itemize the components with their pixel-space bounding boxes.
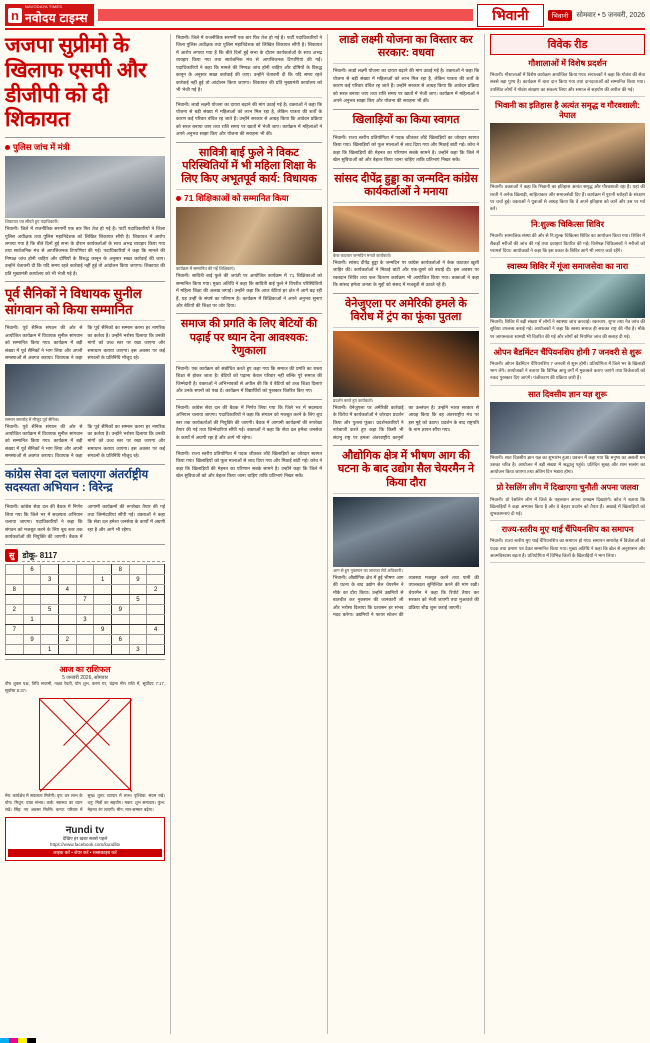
story-title-hooda: सांसद दीपेंद्र हुड्डा का जन्मदिन कांग्रेस कार्यकर्ताओं ने मनाया — [334, 172, 478, 198]
sudoku-cell[interactable] — [23, 585, 41, 595]
sudoku-row — [6, 645, 165, 655]
promo-line-1: देखिए हर खबर सबसे पहले — [62, 836, 108, 842]
sudoku-row — [6, 625, 165, 635]
sudoku-cell[interactable] — [41, 625, 59, 635]
sudoku-cell[interactable] — [94, 615, 112, 625]
story-title-savitri: सावित्री बाई फुले ने विकट परिस्थितियों में भी महिला शिक्षा के लिए किए अभूतपूर्व कार्य: विधायक — [181, 146, 317, 186]
rail-item-title: राज्य-स्तरीय मुए थाई चैंपियनशिप का समापन — [501, 525, 634, 535]
sudoku-badge: सु — [5, 549, 18, 562]
logo-mark-icon: n — [8, 8, 22, 23]
sudoku-row — [6, 575, 165, 585]
promo-cta[interactable]: लाइक करें • शेयर करें • सब्सक्राइब करें — [8, 849, 162, 857]
color-swatch — [0, 1038, 9, 1043]
story-body-ex-servicemen-cont: भिवानी। पूर्व सैनिक संगठन की ओर से आयोजित कार्यक्रम में विधायक सुनील सांगवान को सम्मानित किया गया। कार्यक्रम में बड़ी संख्या में पूर्व सैनिकों ने भाग लिया और अपनी समस्याओं से अवगत कराया। विधायक ने कहा कि पूर्व सैनिकों का सम्मान करना हर नागरिक का कर्तव्य है। उन्होंने भरोसा दिलाया कि उनकी मांगों को उच्च स्तर पर रखा जाएगा और समाधान कराया जाएगा। इस अवसर पर कई संगठनों के प्रतिनिधि मौजूद रहे। — [5, 423, 165, 459]
sudoku-cell[interactable] — [147, 605, 165, 615]
story-caption-hooda: केक काटकर जन्मदिन मनाते कार्यकर्ता। — [333, 252, 392, 258]
story-photo-savitri — [176, 207, 322, 265]
sudoku-cell[interactable] — [23, 595, 41, 605]
lead-body: भिवानी। जिले में राजनीतिक सरगर्मी एक बार फिर तेज हो गई है। पार्टी पदाधिकारियों ने जिला पुलिस अधीक्षक तथा पुलिस महानिदेशक को लिखित शिकायत सौंपी है। शिकायत में आरोप लगाया गया है कि बीते दिनों हुई सभा के दौरान कार्यकर्ताओं के साथ अभद्र व्यवहार किया गया तथा सार्वजनिक मंच से आपत्तिजनक टिप्पणियां की गईं। पदाधिकारियों ने कहा कि मामले की निष्पक्ष जांच होनी चाहिए और दोषियों के विरुद्ध कानून के अनुसार सख्त कार्रवाई की जाए। उन्होंने चेतावनी दी कि यदि समय रहते कार्रवाई नहीं हुई तो आंदोलन किया जाएगा। शिकायत की प्रति मुख्यमंत्री कार्यालय को भी भेजी गई है। — [5, 226, 165, 276]
story-title-laado: लाडो लक्ष्मी योजना का विस्तार कर सरकार: वधवा — [339, 34, 473, 60]
story-title-khiladi: खिलाड़ियों का किया स्वागत — [352, 113, 460, 126]
horoscope-title: आज का राशिफल — [59, 665, 111, 675]
sudoku-cell[interactable] — [94, 565, 112, 575]
sudoku-cell[interactable] — [41, 635, 59, 645]
sudoku-cell[interactable]: 7 — [6, 625, 24, 635]
sudoku-body — [6, 565, 165, 655]
story-caption-fire: आग से हुए नुकसान का जायजा लेते अधिकारी। — [333, 567, 403, 573]
rail-divider — [490, 215, 645, 216]
story-body-ex-servicemen: भिवानी। पूर्व सैनिक संगठन की ओर से आयोजित कार्यक्रम में विधायक सुनील सांगवान को सम्मानित किया गया। कार्यक्रम में बड़ी संख्या में पूर्व सैनिकों ने भाग लिया और अपनी समस्याओं से अवगत कराया। विधायक ने कहा कि पूर्व सैनिकों का सम्मान करना हर नागरिक का कर्तव्य है। उन्होंने भरोसा दिलाया कि उनकी मांगों को उच्च स्तर पर रखा जाएगा और समाधान कराया जाएगा। इस अवसर पर कई संगठनों के प्रतिनिधि मौजूद रहे। — [5, 325, 165, 361]
sudoku-cell[interactable]: 9 — [94, 625, 112, 635]
rail-item-body: भिवानी। वक्ताओं ने कहा कि भिवानी का इतिहास अत्यंत समृद्ध और गौरवशाली रहा है। यहां की धरती ने अनेक खिलाड़ी, साहित्यकार और समाजसेवी दिए हैं। कार्यक्रम में पुरानी धरोहरों के संरक्षण पर चर्चा हुई। वक्ताओं ने युवाओं से आग्रह किया कि वे अपने इतिहास को जानें और उस पर गर्व करें। — [490, 184, 645, 211]
sudoku-cell[interactable]: 2 — [58, 635, 76, 645]
sudoku-label: डोकू- 8117 — [22, 550, 165, 562]
story-title-venezuela: वेनेजुएला पर अमेरिकी हमले के विरोध में ट्रंप का फूंका पुतला — [345, 297, 467, 323]
sudoku-cell[interactable] — [94, 605, 112, 615]
color-swatch — [27, 1038, 36, 1043]
sudoku-cell[interactable]: 5 — [129, 595, 147, 605]
sudoku-cell[interactable]: 1 — [94, 575, 112, 585]
rail-item-title: स्वास्थ्य शिविर में गूंजा समाजसेवा का नारा — [506, 261, 629, 271]
sudoku-cell[interactable] — [111, 585, 129, 595]
sudoku-cell[interactable] — [6, 645, 24, 655]
horoscope-date: 5 जनवरी 2026, सोमवार — [62, 675, 108, 682]
rail-section-title: विवेक रीड — [490, 34, 645, 55]
rail-divider — [490, 343, 645, 344]
rail-item-title: सात दिवसीय ज्ञान यज्ञ शुरू — [528, 389, 607, 399]
sudoku-cell[interactable] — [76, 645, 94, 655]
sudoku-cell[interactable]: 6 — [23, 565, 41, 575]
sudoku-cell[interactable]: 4 — [147, 625, 165, 635]
story-body-khiladi: भिवानी। राज्य स्तरीय प्रतियोगिता में पदक जीतकर लौटे खिलाड़ियों का जोरदार स्वागत किया गया। खिलाड़ियों को फूल मालाओं से लाद दिया गया और मिठाई बांटी गई। कोच ने कहा कि खिलाड़ियों की मेहनत का परिणाम सबके सामने है। उन्होंने कहा कि जिले में खेल सुविधाओं को और बेहतर किया जाना चाहिए ताकि प्रतिभाएं निखर सकें। — [333, 134, 479, 163]
sudoku-cell[interactable] — [23, 645, 41, 655]
story-body-congress-seva: भिवानी। कांग्रेस सेवा दल की बैठक में निर्णय लिया गया कि जिले भर में सदस्यता अभियान चलाया जाएगा। पदाधिकारियों ने कहा कि संगठन को मजबूत करने के लिए बूथ स्तर तक कार्यकर्ताओं की नियुक्ति की जाएगी। बैठक में आगामी कार्यक्रमों की रूपरेखा तैयार की गई तथा जिम्मेदारियां सौंपी गईं। वक्ताओं ने कहा कि सेवा दल हमेशा जनसेवा के कार्यों में अग्रणी रहा है और आगे भी रहेगा। — [5, 504, 165, 540]
promo-logo-mark: न — [65, 825, 72, 837]
sudoku-cell[interactable] — [41, 565, 59, 575]
column-three — [327, 34, 479, 1034]
sudoku-cell[interactable] — [76, 565, 94, 575]
rail-item — [490, 483, 645, 521]
lead-body-col2: भिवानी। जिले में राजनीतिक सरगर्मी एक बार फिर तेज हो गई है। पार्टी पदाधिकारियों ने जिला पुलिस अधीक्षक तथा पुलिस महानिदेशक को लिखित शिकायत सौंपी है। शिकायत में आरोप लगाया गया है कि बीते दिनों हुई सभा के दौरान कार्यकर्ताओं के साथ अभद्र व्यवहार किया गया तथा सार्वजनिक मंच से आपत्तिजनक टिप्पणियां की गईं। पदाधिकारियों ने कहा कि मामले की निष्पक्ष जांच होनी चाहिए और दोषियों के विरुद्ध कानून के अनुसार सख्त कार्रवाई की जाए। उन्होंने चेतावनी दी कि यदि समय रहते कार्रवाई नहीं हुई तो आंदोलन किया जाएगा। शिकायत की प्रति मुख्यमंत्री कार्यालय को भी भेजी गई है। — [176, 35, 322, 93]
sudoku-cell[interactable]: 9 — [23, 635, 41, 645]
rail-item-title: नि:शुल्क चिकित्सा शिविर — [531, 220, 604, 230]
rail-divider — [490, 385, 645, 386]
sudoku-cell[interactable] — [94, 585, 112, 595]
sudoku-cell[interactable] — [41, 585, 59, 595]
sudoku-cell[interactable] — [76, 575, 94, 585]
sudoku-cell[interactable] — [129, 565, 147, 575]
rail-item-photo — [490, 274, 645, 318]
edition-pill: भिवानी — [548, 10, 573, 21]
sudoku-cell[interactable] — [147, 645, 165, 655]
right-rail — [484, 34, 645, 1034]
rail-item — [490, 262, 645, 344]
sudoku-row — [6, 635, 165, 645]
lead-photo-caption: शिकायत पत्र सौंपते हुए पदाधिकारी। — [5, 219, 59, 225]
sudoku-cell[interactable] — [23, 625, 41, 635]
story-body-savitri: भिवानी। सावित्री बाई फुले की जयंती पर आयोजित कार्यक्रम में 71 शिक्षिकाओं को सम्मानित किया गया। मुख्य अतिथि ने कहा कि सावित्री बाई फुले ने विपरीत परिस्थितियों में महिला शिक्षा की अलख जगाई। उन्होंने कहा कि आज बेटियां हर क्षेत्र में आगे बढ़ रही हैं, यह उन्हीं के संघर्ष का परिणाम है। कार्यक्रम में शिक्षिकाओं ने अपने अनुभव सुनाए और बेटियों की शिक्षा पर जोर दिया। — [176, 273, 322, 308]
sudoku-cell[interactable]: 5 — [41, 605, 59, 615]
rail-item-body: भिवानी। सात दिवसीय ज्ञान यज्ञ का शुभारंभ हुआ। प्रवचन में कहा गया कि मनुष्य का असली धन उसका चरित्र है। आयोजन में बड़ी संख्या में श्रद्धालु पहुंचे। प्रतिदिन सुबह और शाम सत्संग का आयोजन किया जाएगा तथा अंतिम दिन भंडारा होगा। — [490, 454, 645, 475]
rail-divider — [490, 562, 645, 563]
sudoku-cell[interactable]: 2 — [6, 605, 24, 615]
rail-divider — [490, 478, 645, 479]
story-body-fire: भिवानी। औद्योगिक क्षेत्र में हुई भीषण आग की घटना के बाद उद्योग सैल चेयरमैन ने मौके का दौरा किया। उन्होंने उद्यमियों से बातचीत कर नुकसान की जानकारी ली और भरोसा दिलाया कि प्रशासन हर संभव मदद करेगा। उद्यमियों ने फायर स्टेशन की व्यवस्था मजबूत करने तथा पानी की उपलब्धता सुनिश्चित करने की मांग रखी। चेयरमैन ने कहा कि रिपोर्ट तैयार कर सरकार को भेजी जाएगी तथा मुआवजे की प्रक्रिया शीघ्र शुरू कराई जाएगी। — [333, 574, 479, 617]
masthead — [5, 4, 645, 30]
rail-item-body: भिवानी। राज्य स्तरीय मुए थाई चैंपियनशिप का समापन हो गया। समापन समारोह में विजेताओं को पदक तथा प्रमाण पत्र देकर सम्मानित किया गया। मुख्य अतिथि ने कहा कि खेल से अनुशासन और आत्मविश्वास बढ़ता है। प्रतियोगिता में विभिन्न जिलों के खिलाड़ियों ने भाग लिया। — [490, 538, 645, 558]
sudoku-cell[interactable] — [129, 585, 147, 595]
filler-body-col2: भिवानी। राज्य स्तरीय प्रतियोगिता में पदक जीतकर लौटे खिलाड़ियों का जोरदार स्वागत किया गया। खिलाड़ियों को फूल मालाओं से लाद दिया गया और मिठाई बांटी गई। कोच ने कहा कि खिलाड़ियों की मेहनत का परिणाम सबके सामने है। उन्होंने कहा कि जिले में खेल सुविधाओं को और बेहतर किया जाना चाहिए ताकि प्रतिभाएं निखर सकें। — [176, 450, 322, 479]
rail-item-title: प्रो रेसलिंग लीग में दिखाएगा चुनौती अपना जलवा — [496, 483, 639, 493]
rail-item-title: भिवानी का इतिहास है अत्यंत समृद्ध व गौरवशाली: नेपाल — [495, 100, 640, 121]
sudoku-cell[interactable]: 8 — [6, 585, 24, 595]
masthead-dateline — [548, 10, 645, 21]
sudoku-cell[interactable]: 1 — [23, 615, 41, 625]
sudoku-cell[interactable] — [147, 635, 165, 645]
sudoku-cell[interactable] — [111, 645, 129, 655]
horoscope-panchang: पौष शुक्ल पक्ष, तिथि सप्तमी, नक्षत्र रेवती, योग शुभ, करण गर, चंद्रमा मीन राशि में, सूर्योदय 7:17, सूर्यास्त 5:37। — [5, 681, 165, 694]
sudoku-cell[interactable] — [76, 605, 94, 615]
sudoku-cell[interactable] — [58, 625, 76, 635]
sudoku-cell[interactable] — [58, 615, 76, 625]
sudoku-cell[interactable] — [94, 595, 112, 605]
sudoku-cell[interactable] — [76, 625, 94, 635]
story-body-hooda: भिवानी। सांसद दीपेंद्र हुड्डा के जन्मदिन पर कांग्रेस कार्यकर्ताओं ने केक काटकर खुशी जाहिर की। कार्यकर्ताओं ने मिठाई बांटी और एक-दूसरे को बधाई दी। इस अवसर पर रक्तदान शिविर तथा फल वितरण कार्यक्रम भी आयोजित किया गया। वक्ताओं ने कहा कि सांसद हमेशा जनता के मुद्दों को संसद में मजबूती से उठाते रहे हैं। — [333, 259, 479, 288]
sudoku-header — [5, 549, 165, 562]
sudoku-row — [6, 615, 165, 625]
rail-item-body: भिवानी। ओपन बैडमिंटन चैंपियनशिप 7 जनवरी से शुरू होगी। प्रतियोगिता में जिले भर के खिलाड़ी भाग लेंगे। आयोजकों ने बताया कि विभिन्न आयु वर्गों में मुकाबले कराए जाएंगे तथा विजेताओं को नकद पुरस्कार दिए जाएंगे। पंजीकरण की प्रक्रिया जारी है। — [490, 360, 645, 381]
sudoku-cell[interactable] — [58, 575, 76, 585]
story-body-laado: भिवानी। लाडो लक्ष्मी योजना का दायरा बढ़ाने की मांग उठाई गई है। वक्ताओं ने कहा कि योजना से बड़ी संख्या में महिलाओं को लाभ मिल रहा है, लेकिन पात्रता की शर्तों के कारण कई परिवार वंचित रह जाते हैं। उन्होंने सरकार से आग्रह किया कि आवेदन प्रक्रिया को सरल बनाया जाए तथा राशि समय पर खातों में भेजी जाए। कार्यक्रम में महिलाओं ने अपने अनुभव साझा किए और योजना की सराहना भी की। — [333, 68, 479, 104]
sudoku-cell[interactable] — [129, 615, 147, 625]
sudoku-cell[interactable] — [41, 595, 59, 605]
sudoku-cell[interactable] — [111, 615, 129, 625]
sudoku-cell[interactable] — [23, 605, 41, 615]
sudoku-cell[interactable] — [23, 575, 41, 585]
rail-item — [490, 59, 645, 97]
promo-logo-text: undi tv — [71, 825, 105, 837]
column-two — [170, 34, 322, 1034]
sudoku-cell[interactable] — [147, 595, 165, 605]
rail-item-list — [490, 59, 645, 563]
sudoku-cell[interactable] — [76, 585, 94, 595]
rail-item-photo — [490, 402, 645, 454]
sudoku-cell[interactable] — [111, 625, 129, 635]
rail-divider — [490, 96, 645, 97]
date-text: सोमवार • 5 जनवरी, 2026 — [576, 11, 645, 19]
story-photo-venezuela — [333, 331, 479, 397]
horoscope-signs: मेष: कार्यक्षेत्र में सफलता मिलेगी। वृष: धन लाभ के योग। मिथुन: यात्रा संभव। कर्क: स्वास्थ्य का ध्यान रखें। सिंह: नए अवसर मिलेंगे। कन्या: परिवार में सुख। तुला: व्यापार में लाभ। वृश्चिक: संयम रखें। धनु: मित्रों का सहयोग। मकर: शुभ समाचार। कुंभ: मेहनत रंग लाएगी। मीन: मान-सम्मान बढ़ेगा। — [5, 793, 165, 812]
story-title-fire: औद्योगिक क्षेत्र में भीषण आग की घटना के बाद उद्योग सैल चेयरमैन ने किया दौरा — [337, 450, 475, 489]
sudoku-cell[interactable] — [94, 635, 112, 645]
sudoku-cell[interactable] — [58, 645, 76, 655]
sudoku-cell[interactable]: 4 — [58, 585, 76, 595]
color-swatch — [18, 1038, 27, 1043]
print-color-bar — [0, 1038, 36, 1043]
sudoku-cell[interactable]: 3 — [129, 645, 147, 655]
lead-headline: जजपा सुप्रीमो के खिलाफ एसपी और डीजीपी को दी शिकायत — [5, 34, 147, 132]
story-body-venezuela: भिवानी। वेनेजुएला पर अमेरिकी कार्रवाई के विरोध में कार्यकर्ताओं ने जोरदार प्रदर्शन किया और पुतला फूंका। प्रदर्शनकारियों ने नारेबाजी करते हुए कहा कि किसी भी संप्रभु राष्ट्र पर हमला अंतरराष्ट्रीय कानूनों का उल्लंघन है। उन्होंने भारत सरकार से आग्रह किया कि वह अंतरराष्ट्रीय मंच पर इस मुद्दे को उठाए। प्रदर्शन के बाद राष्ट्रपति के नाम ज्ञापन सौंपा गया। — [333, 405, 479, 440]
sudoku-cell[interactable] — [76, 635, 94, 645]
sudoku-row — [6, 565, 165, 575]
sudoku-cell[interactable] — [129, 625, 147, 635]
sudoku-cell[interactable]: 9 — [111, 605, 129, 615]
story-body-beti-cont: भिवानी। कांग्रेस सेवा दल की बैठक में निर्णय लिया गया कि जिले भर में सदस्यता अभियान चलाया जाएगा। पदाधिकारियों ने कहा कि संगठन को मजबूत करने के लिए बूथ स्तर तक कार्यकर्ताओं की नियुक्ति की जाएगी। बैठक में आगामी कार्यक्रमों की रूपरेखा तैयार की गई तथा जिम्मेदारियां सौंपी गईं। वक्ताओं ने कहा कि सेवा दल हमेशा जनसेवा के कार्यों में अग्रणी रहा है और आगे भी रहेगा। — [176, 404, 322, 440]
sudoku-cell[interactable] — [6, 595, 24, 605]
sudoku-row — [6, 585, 165, 595]
story-caption-ex-servicemen: सम्मान समारोह में मौजूद पूर्व सैनिक। — [5, 416, 60, 422]
story-photo-fire — [333, 497, 479, 567]
story-caption-venezuela: प्रदर्शन करते हुए कार्यकर्ता। — [333, 398, 374, 403]
sudoku-grid[interactable] — [5, 564, 165, 655]
rail-item-title: ओपन बैडमिंटन चैंपियनशिप होगी 7 जनवरी से शुरू — [493, 347, 642, 357]
sudoku-cell[interactable] — [41, 615, 59, 625]
rail-divider — [490, 257, 645, 258]
story-photo-ex-servicemen — [5, 364, 165, 416]
sudoku-cell[interactable] — [58, 605, 76, 615]
story-photo-hooda — [333, 206, 479, 252]
rail-item-body: भिवानी। सामाजिक संस्था की ओर से नि:शुल्क चिकित्सा शिविर का आयोजन किया गया। शिविर में सैकड़ों मरीजों की जांच की गई तथा दवाइयां वितरित की गईं। विशेषज्ञ चिकित्सकों ने मरीजों को परामर्श दिया। आयोजकों ने कहा कि इस प्रकार के शिविर आगे भी लगाए जाते रहेंगे। — [490, 233, 645, 253]
sudoku-cell[interactable] — [111, 575, 129, 585]
page-grid — [5, 34, 645, 1034]
sudoku-cell[interactable]: 3 — [76, 615, 94, 625]
sudoku-cell[interactable]: 7 — [76, 595, 94, 605]
sudoku-cell[interactable] — [6, 565, 24, 575]
sudoku-cell[interactable]: 3 — [41, 575, 59, 585]
story-body-beti: भिवानी। एक कार्यक्रम को संबोधित करते हुए कहा गया कि समाज की प्रगति का रास्ता शिक्षा से होकर जाता है। बेटियों को पढ़ाना केवल परिवार नहीं बल्कि पूरे समाज की जिम्मेदारी है। वक्ताओं ने अभिभावकों से अपील की कि वे बेटियों को उच्च शिक्षा दिलाएं और उनके सपनों को पंख दें। कार्यक्रम में विद्यार्थियों को पुरस्कार वितरित किए गए। — [176, 366, 322, 394]
color-swatch — [9, 1038, 18, 1043]
rail-item-title: गौशालाओं में विशेष प्रदर्शन — [528, 59, 607, 68]
masthead-decoration — [98, 9, 473, 21]
rail-item-body: भिवानी। प्रो रेसलिंग लीग में जिले के पहलवान अपना दमखम दिखाएंगे। कोच ने बताया कि खिलाड़ियों ने कड़ा अभ्यास किया है और वे बेहतर प्रदर्शन को तैयार हैं। अखाड़े में खिलाड़ियों को शुभकामनाएं दी गईं। — [490, 496, 645, 516]
rail-item-body: भिवानी। गौशालाओं में विशेष कार्यक्रम आयोजित किया गया। संचालकों ने कहा कि गोवंश की सेवा सबसे बड़ा पुण्य है। कार्यक्रम में चारा दान किया गया तथा दानदाताओं को सम्मानित किया गया। उपस्थित लोगों ने गोवंश संरक्षण का संकल्प लिया और समाज से सहयोग की अपील की गई। — [490, 72, 645, 92]
lead-kicker: पुलिस जांच में मंत्री — [5, 142, 165, 153]
sudoku-row — [6, 605, 165, 615]
sudoku-cell[interactable]: 9 — [129, 575, 147, 585]
sudoku-cell[interactable] — [94, 645, 112, 655]
rail-divider — [490, 520, 645, 521]
sudoku-cell[interactable]: 2 — [147, 585, 165, 595]
sudoku-row — [6, 595, 165, 605]
rail-item-photo — [490, 123, 645, 183]
rail-item — [490, 348, 645, 386]
story-caption-savitri: कार्यक्रम में सम्मानित की गईं शिक्षिकाएं। — [176, 266, 236, 272]
lead-body-col2b: भिवानी। लाडो लक्ष्मी योजना का दायरा बढ़ाने की मांग उठाई गई है। वक्ताओं ने कहा कि योजना से बड़ी संख्या में महिलाओं को लाभ मिल रहा है, लेकिन पात्रता की शर्तों के कारण कई परिवार वंचित रह जाते हैं। उन्होंने सरकार से आग्रह किया कि आवेदन प्रक्रिया को सरल बनाया जाए तथा राशि समय पर खातों में भेजी जाए। कार्यक्रम में महिलाओं ने अपने अनुभव साझा किए और योजना की सराहना भी की। — [176, 101, 322, 137]
sudoku-cell[interactable]: 6 — [111, 635, 129, 645]
newspaper-logo — [5, 4, 94, 26]
story-title-ex-servicemen: पूर्व सैनिकों ने विधायक सुनील सांगवान को किया सम्मानित — [5, 286, 142, 317]
rail-item — [490, 220, 645, 258]
rail-item — [490, 101, 645, 216]
tv-promo[interactable] — [5, 817, 165, 861]
sudoku-cell[interactable] — [6, 575, 24, 585]
rail-item-body: भिवानी। शिविर में बड़ी संख्या में लोगों ने स्वास्थ्य जांच करवाई। रक्तचाप, शुगर तथा नेत्र जांच की सुविधा उपलब्ध कराई गई। आयोजकों ने कहा कि स्वस्थ समाज ही सशक्त राष्ट्र की नींव है। मौके पर जागरूकता सामग्री भी वितरित की गई और लोगों को नियमित जांच की सलाह दी गई। — [490, 319, 645, 339]
story-title-beti: समाज की प्रगति के लिए बेटियों की पढ़ाई पर ध्यान देना आवश्यक: रेणुकाला — [180, 318, 318, 357]
edition-badge: भिवानी — [477, 4, 543, 27]
sudoku-cell[interactable]: 8 — [111, 565, 129, 575]
kundli-chart — [39, 698, 131, 790]
story-subhead-savitri: 71 शिक्षिकाओं को सम्मानित किया — [176, 193, 322, 204]
sudoku-cell[interactable] — [129, 635, 147, 645]
column-one — [5, 34, 165, 1034]
sudoku-cell[interactable] — [6, 615, 24, 625]
rail-item — [490, 525, 645, 563]
lead-photo — [5, 156, 165, 218]
logo-title: नवोदय टाइम्स — [24, 10, 88, 25]
sudoku-cell[interactable] — [111, 595, 129, 605]
sudoku-cell[interactable]: 1 — [41, 645, 59, 655]
logo-subtitle: NAVODAYA TIMES — [24, 3, 63, 9]
sudoku-cell[interactable] — [58, 565, 76, 575]
promo-logo — [8, 821, 162, 836]
sudoku-cell[interactable] — [129, 605, 147, 615]
sudoku-cell[interactable] — [6, 635, 24, 645]
sudoku-cell[interactable] — [147, 565, 165, 575]
promo-link[interactable]: https://www.facebook.com/kundlitv — [49, 842, 121, 848]
sudoku-cell[interactable] — [147, 615, 165, 625]
sudoku-cell[interactable] — [58, 595, 76, 605]
story-title-congress-seva: कांग्रेस सेवा दल चलाएगा अंतर्राष्ट्रीय सदस्यता अभियान : विरेन्द्र — [5, 468, 149, 495]
rail-item — [490, 390, 645, 480]
sudoku-cell[interactable] — [147, 575, 165, 585]
